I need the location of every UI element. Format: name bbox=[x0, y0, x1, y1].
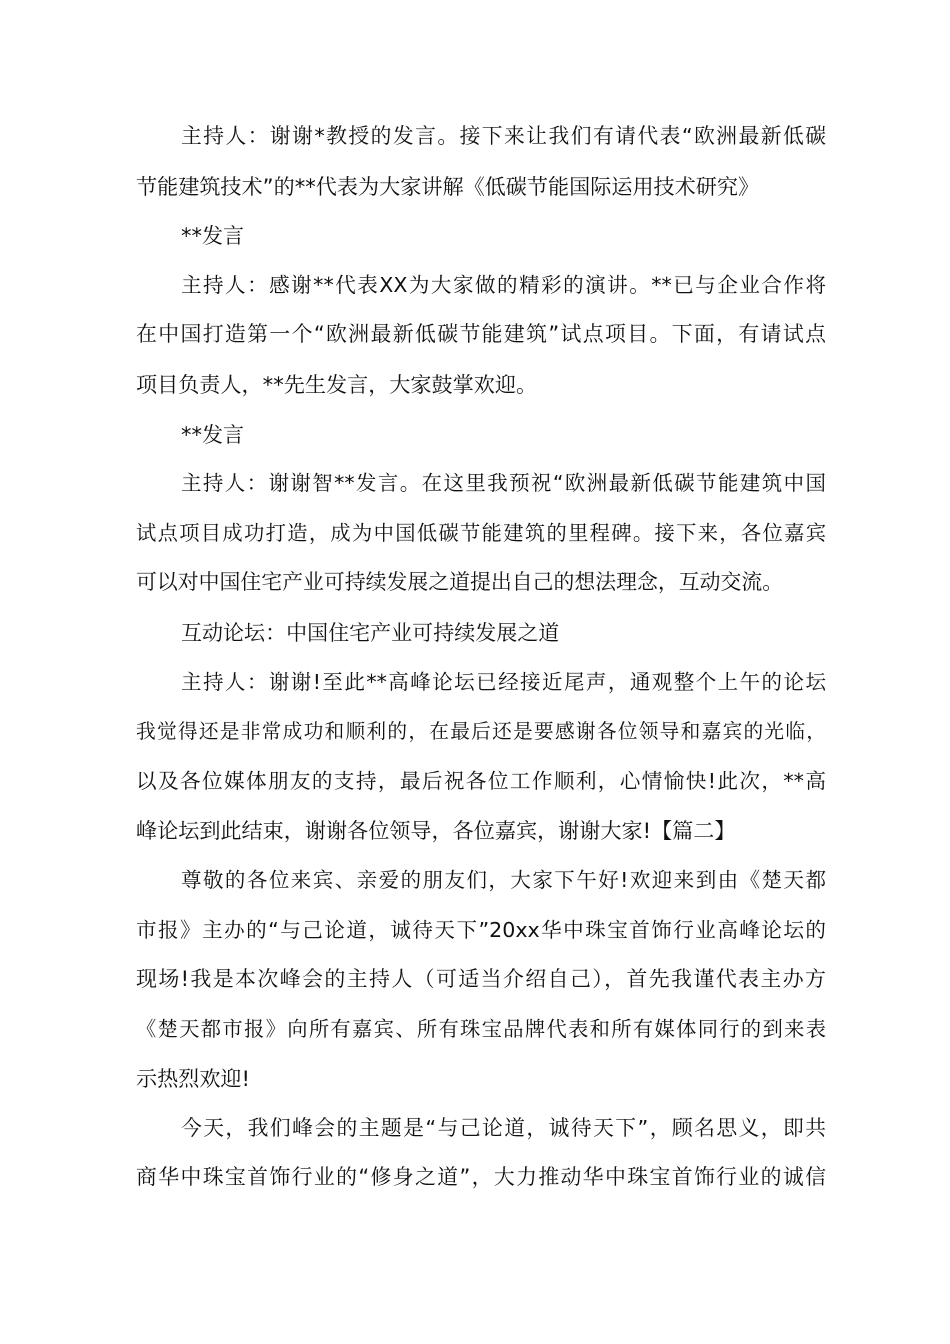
text-line: 峰论坛到此结束，谢谢各位领导，各位嘉宾，谢谢大家!【篇二】 bbox=[136, 818, 736, 844]
text-line: 试点项目成功打造，成为中国低碳节能建筑的里程碑。接下来，各位嘉宾 bbox=[136, 520, 826, 545]
text-line: 项目负责人，**先生发言，大家鼓掌欢迎。 bbox=[136, 371, 538, 397]
text-line: 今天，我们峰会的主题是“与己论道，诚待天下”，顾名思义，即共 bbox=[181, 1115, 826, 1140]
text-line: 我觉得还是非常成功和顺利的，在最后还是要感谢各位领导和嘉宾的光临， bbox=[136, 720, 826, 744]
text-line: 以及各位媒体朋友的支持，最后祝各位工作顺利，心情愉快!此次，**高 bbox=[136, 768, 826, 793]
text-line: 尊敬的各位来宾、亲爱的朋友们，大家下午好!欢迎来到由《楚天都 bbox=[181, 867, 826, 892]
text-line: 可以对中国住宅产业可持续发展之道提出自己的想法理念，互动交流。 bbox=[136, 570, 784, 595]
paragraph-interactive-forum bbox=[136, 608, 826, 658]
paragraph-host-closing bbox=[136, 658, 826, 856]
text-line: 节能建筑技术”的**代表为大家讲解《低碳节能国际运用技术研究》 bbox=[136, 173, 760, 199]
text-line: 主持人：谢谢!至此**高峰论坛已经接近尾声，通观整个上午的论坛 bbox=[181, 669, 826, 694]
text-line: 主持人：谢谢智**发言。在这里我预祝“欧洲最新低碳节能建筑中国 bbox=[181, 471, 826, 496]
text-line: 互动论坛：中国住宅产业可持续发展之道 bbox=[181, 619, 560, 645]
text-line: 在中国打造第一个“欧洲最新低碳节能建筑”试点项目。下面，有请试点 bbox=[136, 322, 826, 347]
paragraph-host-thanks-professor bbox=[136, 112, 826, 211]
paragraph-speech-2 bbox=[136, 410, 826, 460]
paragraph-welcome-guests bbox=[136, 856, 826, 1104]
text-line: 主持人：谢谢*教授的发言。接下来让我们有请代表“欧洲最新低碳 bbox=[181, 124, 826, 148]
text-line: **发言 bbox=[181, 223, 245, 249]
paragraph-speech-1 bbox=[136, 211, 826, 261]
text-line: 现场!我是本次峰会的主持人（可适当介绍自己），首先我谨代表主办方 bbox=[136, 967, 826, 992]
text-line: 主持人：感谢**代表XX为大家做的精彩的演讲。**已与企业合作将 bbox=[181, 272, 826, 297]
text-line: 市报》主办的“与己论道，诚待天下”20xx华中珠宝首饰行业高峰论坛的 bbox=[136, 917, 826, 942]
paragraph-summit-theme bbox=[136, 1104, 826, 1203]
text-line: 示热烈欢迎! bbox=[136, 1066, 251, 1092]
paragraph-host-thanks-representative bbox=[136, 261, 826, 410]
paragraph-host-pilot-project bbox=[136, 459, 826, 608]
text-line: 商华中珠宝首饰行业的“修身之道”，大力推动华中珠宝首饰行业的诚信 bbox=[136, 1165, 826, 1190]
text-line: **发言 bbox=[181, 421, 245, 447]
document-body bbox=[136, 112, 826, 1203]
text-line: 《楚天都市报》向所有嘉宾、所有珠宝品牌代表和所有媒体同行的到来表 bbox=[136, 1016, 826, 1041]
